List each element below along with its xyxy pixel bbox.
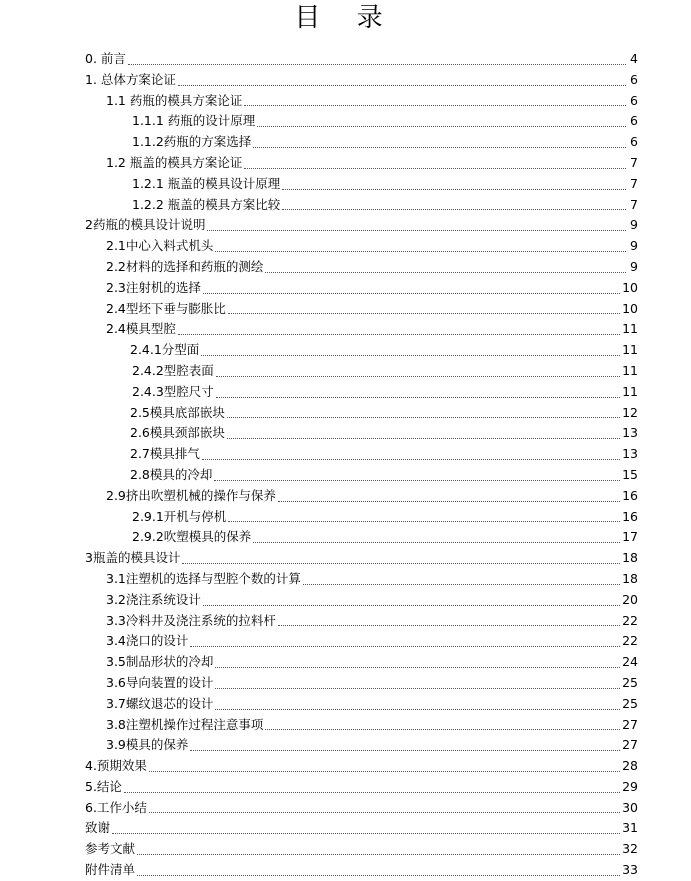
toc-entry[interactable] bbox=[85, 153, 638, 174]
toc-entry-page-number: 10 bbox=[622, 300, 638, 316]
toc-entry-page-number: 13 bbox=[622, 446, 638, 462]
toc-entry-label: 2.9挤出吹塑机械的操作与保养 bbox=[106, 487, 276, 503]
dot-leader bbox=[190, 749, 620, 751]
toc-entry-page-number: 33 bbox=[622, 862, 638, 878]
toc-entry-page-number: 18 bbox=[622, 550, 638, 566]
dot-leader bbox=[215, 687, 620, 689]
toc-entry-page-number: 27 bbox=[622, 716, 638, 732]
dot-leader bbox=[203, 292, 620, 294]
toc-entry[interactable] bbox=[85, 611, 638, 632]
toc-entry-label: 0. 前言 bbox=[85, 51, 126, 66]
toc-entry-page-number: 22 bbox=[622, 612, 638, 628]
toc-entry-page-number: 17 bbox=[622, 529, 638, 545]
toc-entry[interactable] bbox=[85, 486, 638, 507]
toc-entry[interactable] bbox=[85, 818, 638, 839]
toc-entry[interactable] bbox=[85, 423, 638, 444]
toc-entry[interactable] bbox=[85, 361, 638, 382]
dot-leader bbox=[282, 188, 626, 190]
toc-entry-page-number: 25 bbox=[622, 674, 638, 690]
toc-entry[interactable] bbox=[85, 798, 638, 819]
dot-leader bbox=[214, 479, 620, 481]
toc-entry[interactable] bbox=[85, 735, 638, 756]
toc-entry-label: 1.2.1 瓶盖的模具设计原理 bbox=[132, 175, 281, 191]
toc-entry-label: 2.5模具底部嵌块 bbox=[130, 404, 225, 420]
toc-entry-label: 3.6导向装置的设计 bbox=[106, 674, 214, 690]
toc-entry[interactable] bbox=[85, 299, 638, 320]
dot-leader bbox=[215, 666, 620, 668]
toc-title: 目 录 bbox=[294, 3, 397, 33]
toc-entry[interactable] bbox=[85, 257, 638, 278]
toc-entry-page-number: 7 bbox=[630, 175, 638, 191]
toc-entry-label: 5.结论 bbox=[85, 778, 122, 794]
toc-entry[interactable] bbox=[85, 403, 638, 424]
toc-entry[interactable] bbox=[85, 631, 638, 652]
toc-entry-page-number: 11 bbox=[622, 321, 638, 337]
dot-leader bbox=[124, 791, 620, 793]
dot-leader bbox=[265, 728, 620, 730]
toc-entry-page-number: 16 bbox=[622, 487, 638, 503]
toc-entry-label: 1.1 药瓶的模具方案论证 bbox=[106, 92, 243, 108]
dot-leader bbox=[215, 250, 626, 252]
toc-entry-label: 3.1注塑机的选择与型腔个数的计算 bbox=[106, 570, 301, 586]
dot-leader bbox=[201, 354, 620, 356]
dot-leader bbox=[149, 770, 620, 772]
dot-leader bbox=[227, 416, 620, 418]
toc-entry[interactable] bbox=[85, 340, 638, 361]
toc-entry-label: 3.5制品形状的冷却 bbox=[106, 654, 214, 670]
toc-entry-label: 2.4.3型腔尺寸 bbox=[132, 383, 214, 399]
toc-entry-page-number: 6 bbox=[630, 92, 638, 108]
toc-entry[interactable] bbox=[85, 715, 638, 736]
toc-entry-label: 附件清单 bbox=[85, 862, 136, 878]
toc-entry-page-number: 25 bbox=[622, 695, 638, 711]
toc-entry-page-number: 32 bbox=[622, 841, 638, 857]
toc-entry[interactable] bbox=[85, 132, 638, 153]
toc-entry-label: 3.7螺纹退芯的设计 bbox=[106, 695, 214, 711]
toc-entry[interactable] bbox=[85, 382, 638, 403]
toc-entry[interactable] bbox=[85, 174, 638, 195]
toc-entry-page-number: 9 bbox=[630, 238, 638, 254]
toc-entry[interactable] bbox=[85, 507, 638, 528]
toc-entry-label: 6.工作小结 bbox=[85, 799, 147, 815]
toc-entry-page-number: 31 bbox=[622, 820, 638, 836]
toc-entry-label: 1.2.2 瓶盖的模具方案比较 bbox=[132, 196, 281, 212]
dot-leader bbox=[278, 500, 620, 502]
toc-entry-page-number: 15 bbox=[622, 466, 638, 482]
dot-leader bbox=[253, 146, 626, 148]
dot-leader bbox=[178, 333, 620, 335]
dot-leader bbox=[207, 229, 626, 231]
toc-entry-page-number: 6 bbox=[630, 71, 638, 87]
toc-entry[interactable] bbox=[85, 444, 638, 465]
toc-entry-label: 1. 总体方案论证 bbox=[85, 71, 176, 87]
dot-leader bbox=[203, 604, 620, 606]
toc-entry[interactable] bbox=[85, 236, 638, 257]
toc-entry[interactable] bbox=[85, 590, 638, 611]
dot-leader bbox=[244, 167, 626, 169]
dot-leader bbox=[244, 104, 626, 106]
toc-entry-label: 3.2浇注系统设计 bbox=[106, 591, 201, 607]
toc-entry-label: 2.3注射机的选择 bbox=[106, 279, 201, 295]
toc-entry-label: 2.4型坯下垂与膨胀比 bbox=[106, 300, 226, 316]
toc-entry-label: 3.4浇口的设计 bbox=[106, 633, 189, 649]
toc-entry-page-number: 7 bbox=[630, 154, 638, 170]
dot-leader bbox=[137, 874, 620, 876]
toc-entry-page-number: 11 bbox=[622, 342, 638, 358]
toc-entry-label: 2.7模具排气 bbox=[130, 446, 200, 462]
toc-entry-label: 2.6模具颈部嵌块 bbox=[130, 425, 225, 441]
dot-leader bbox=[253, 541, 620, 543]
toc-entry[interactable] bbox=[85, 652, 638, 673]
toc-entry-label: 2.4.2型腔表面 bbox=[132, 362, 214, 378]
toc-entry-label: 2.4.1分型面 bbox=[130, 342, 200, 358]
toc-entry-label: 2.2材料的选择和药瓶的测绘 bbox=[106, 258, 264, 274]
dot-leader bbox=[112, 832, 620, 834]
toc-entry[interactable] bbox=[85, 548, 638, 569]
dot-leader bbox=[137, 853, 620, 855]
toc-entry-page-number: 27 bbox=[622, 737, 638, 753]
dot-leader bbox=[190, 645, 620, 647]
toc-entry-label: 参考文献 bbox=[85, 841, 136, 857]
toc-entry[interactable] bbox=[85, 91, 638, 112]
toc-entry-label: 4.预期效果 bbox=[85, 758, 147, 774]
toc-entry[interactable] bbox=[85, 777, 638, 798]
toc-entry-page-number: 4 bbox=[630, 51, 638, 66]
toc-entry[interactable] bbox=[85, 111, 638, 132]
toc-entry[interactable] bbox=[85, 215, 638, 236]
toc-entry-page-number: 30 bbox=[622, 799, 638, 815]
dot-leader bbox=[228, 520, 620, 522]
toc-entry-page-number: 10 bbox=[622, 279, 638, 295]
dot-leader bbox=[303, 583, 620, 585]
toc-entry-label: 1.2 瓶盖的模具方案论证 bbox=[106, 154, 243, 170]
toc-entry-page-number: 29 bbox=[622, 778, 638, 794]
dot-leader bbox=[257, 125, 626, 127]
toc-entry-page-number: 18 bbox=[622, 570, 638, 586]
toc-entry-page-number: 7 bbox=[630, 196, 638, 212]
toc-entry[interactable] bbox=[85, 839, 638, 860]
toc-entry-label: 2药瓶的模具设计说明 bbox=[85, 217, 206, 233]
dot-leader bbox=[265, 271, 626, 273]
dot-leader bbox=[182, 562, 620, 564]
toc-entry[interactable] bbox=[85, 860, 638, 881]
toc-entry[interactable] bbox=[85, 49, 638, 70]
toc-entry-page-number: 20 bbox=[622, 591, 638, 607]
toc-entry-label: 3瓶盖的模具设计 bbox=[85, 550, 181, 566]
toc-entry-page-number: 9 bbox=[630, 258, 638, 274]
toc-entry-label: 2.4模具型腔 bbox=[106, 321, 176, 337]
dot-leader bbox=[282, 208, 626, 210]
toc-entry[interactable] bbox=[85, 569, 638, 590]
dot-leader bbox=[178, 84, 626, 86]
toc-entry-label: 致谢 bbox=[85, 820, 111, 836]
dot-leader bbox=[202, 458, 620, 460]
toc-entry-page-number: 6 bbox=[630, 134, 638, 150]
toc-entry[interactable] bbox=[85, 319, 638, 340]
toc-entry-page-number: 11 bbox=[622, 362, 638, 378]
toc-entry-label: 3.8注塑机操作过程注意事项 bbox=[106, 716, 264, 732]
dot-leader bbox=[215, 708, 620, 710]
toc-entry-label: 1.1.2药瓶的方案选择 bbox=[132, 134, 252, 150]
toc-entry-page-number: 12 bbox=[622, 404, 638, 420]
toc-entry[interactable] bbox=[85, 673, 638, 694]
toc-entry-page-number: 22 bbox=[622, 633, 638, 649]
toc-entry-label: 1.1.1 药瓶的设计原理 bbox=[132, 113, 256, 129]
dot-leader bbox=[149, 811, 620, 813]
toc-entry[interactable] bbox=[85, 465, 638, 486]
toc-entry-page-number: 24 bbox=[622, 654, 638, 670]
toc-entry-page-number: 6 bbox=[630, 113, 638, 129]
toc-entry[interactable] bbox=[85, 195, 638, 216]
toc-entry[interactable] bbox=[85, 527, 638, 548]
toc-entry-label: 3.9模具的保养 bbox=[106, 737, 189, 753]
toc-entry[interactable] bbox=[85, 278, 638, 299]
toc-entry-page-number: 28 bbox=[622, 758, 638, 774]
toc-entry-page-number: 16 bbox=[622, 508, 638, 524]
dot-leader bbox=[216, 375, 620, 377]
dot-leader bbox=[228, 312, 620, 314]
table-of-contents bbox=[85, 49, 638, 881]
toc-entry-label: 2.9.1开机与停机 bbox=[132, 508, 227, 524]
toc-entry-page-number: 9 bbox=[630, 217, 638, 233]
toc-entry-page-number: 13 bbox=[622, 425, 638, 441]
toc-entry[interactable] bbox=[85, 756, 638, 777]
toc-entry-label: 2.9.2吹塑模具的保养 bbox=[132, 529, 252, 545]
toc-entry-label: 2.8模具的冷却 bbox=[130, 466, 213, 482]
toc-entry-label: 2.1中心入料式机头 bbox=[106, 238, 214, 254]
dot-leader bbox=[227, 437, 620, 439]
toc-entry[interactable] bbox=[85, 694, 638, 715]
dot-leader bbox=[128, 63, 626, 65]
toc-entry[interactable] bbox=[85, 70, 638, 91]
dot-leader bbox=[216, 396, 620, 398]
toc-entry-label: 3.3冷料井及浇注系统的拉料杆 bbox=[106, 612, 276, 628]
dot-leader bbox=[278, 624, 620, 626]
toc-entry-page-number: 11 bbox=[622, 383, 638, 399]
